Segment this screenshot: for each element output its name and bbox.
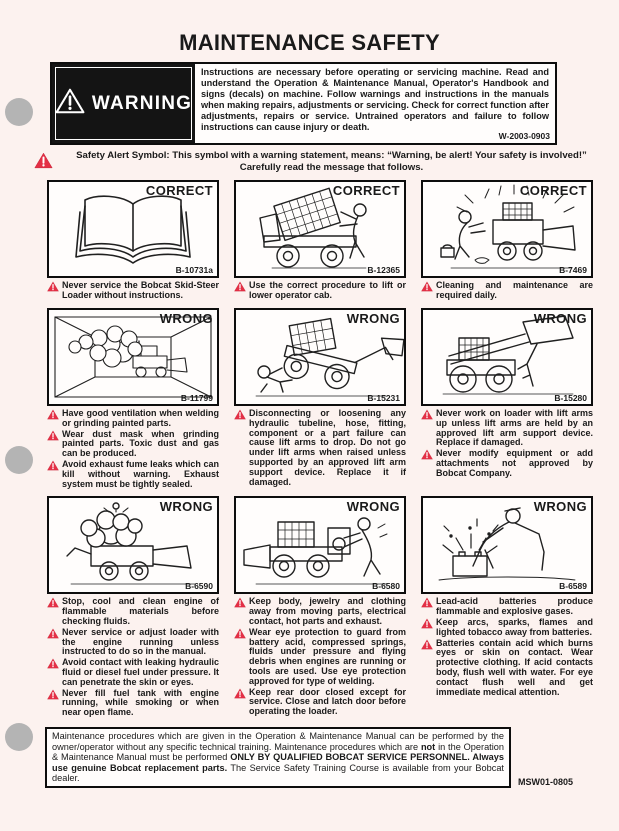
warning-bullet xyxy=(234,409,406,487)
safety-panel xyxy=(234,308,406,488)
warning-bullet-text: Wear eye protection to guard from battery acid, compressed springs, fluids under pressure and flying debris when engines are running or tools are used. Use eye protection approved for type of welding. xyxy=(249,626,406,686)
safety-alert-icon xyxy=(47,460,59,471)
binder-hole xyxy=(5,98,33,126)
illustration-box xyxy=(421,308,593,406)
warning-bullet-text: Never service the Bobcat Skid-Steer Loader without instructions. xyxy=(62,280,219,301)
footer-text: Maintenance procedures which are given in the Operation & Maintenance Manual can be performed by the owner/operator without any specific technical training. Maintenance procedures which are not in the Operation & Maintenance Manual must be performed ONLY BY QUALIFIED BOBCAT SERVICE PERSONNEL. Always use genuine Bobcat replacement parts. The Service Safety Training Course is available from your Bobcat dealer. xyxy=(52,730,505,784)
warning-bullet xyxy=(234,688,406,717)
warning-bullet xyxy=(47,409,219,429)
warning-bullet xyxy=(421,597,593,617)
safety-alert-icon xyxy=(421,618,433,629)
safety-alert-icon xyxy=(421,449,433,460)
bullet-list xyxy=(421,409,593,479)
safety-alert-icon xyxy=(234,409,246,420)
bullet-list xyxy=(234,409,406,487)
safety-panel xyxy=(234,496,406,718)
warning-bullet xyxy=(47,628,219,657)
footer xyxy=(45,727,619,788)
warning-bullet-text: Avoid exhaust fume leaks which can kill without warning. Exhaust system must be tightly sealed. xyxy=(62,459,219,489)
page-title: MAINTENANCE SAFETY xyxy=(179,30,440,55)
safety-alert-icon xyxy=(47,658,59,669)
warning-bullet-text: Cleaning and maintenance are required daily. xyxy=(436,280,593,301)
warning-text: Instructions are necessary before operating or servicing machine. Read and understand the Operation & Maintenance Manual, Operator's Handbook and signs (decals) on machine. Follow warnings and instructions in the manuals when making repairs, adjustments or servicing. Check for correct function after adjustments, repairs or service. Untrained operators and failure to follow instructions can cause injury or death. xyxy=(201,67,549,132)
warning-bullet-text: Never work on loader with lift arms up unless lift arms are held by an approved lift arm support device. Replace if damaged. xyxy=(436,408,593,448)
safety-alert-icon xyxy=(234,597,246,608)
footer-note xyxy=(45,727,511,788)
warning-bullet xyxy=(234,628,406,687)
bullet-list xyxy=(47,409,219,489)
illustration-box xyxy=(47,308,219,406)
bullet-list xyxy=(234,281,406,301)
safety-panel xyxy=(421,308,593,480)
warning-bullet xyxy=(234,597,406,626)
warning-header xyxy=(52,64,195,143)
safety-alert-icon xyxy=(47,628,59,639)
illustration-box xyxy=(234,180,406,278)
warning-bullet-text: Keep body, jewelry and clothing away from moving parts, electrical contact, hot parts and exhaust. xyxy=(249,596,406,626)
safety-alert-icon xyxy=(47,281,59,292)
figure-id: B-7469 xyxy=(559,265,587,276)
safety-alert-icon xyxy=(34,152,53,169)
warning-triangle-icon xyxy=(55,88,85,119)
warning-bullet-text: Stop, cool and clean engine of flammable materials before checking fluids. xyxy=(62,596,219,626)
safety-alert-icon xyxy=(47,430,59,441)
figure-id: B-12365 xyxy=(367,265,400,276)
warning-bullet-text: Avoid contact with leaking hydraulic fluid or diesel fuel under pressure. It can penetrate the skin or eyes. xyxy=(62,657,219,687)
warning-bullet-text: Wear dust mask when grinding painted parts. Toxic dust and gas can be produced. xyxy=(62,428,219,459)
warning-bullet-text: Have good ventilation when welding or grinding painted parts. xyxy=(62,408,219,428)
warning-bullet-text: Disconnecting or loosening any hydraulic tubeline, hose, fitting, component or a part failure can cause lift arms to drop. Do not go under lift arms when raised unless supported by an approved lift arm support device. Replace it if damaged. xyxy=(249,408,406,487)
warning-bullet-text: Never service or adjust loader with the engine running unless instructed to do so in the manual. xyxy=(62,626,219,657)
figure-id: B-11799 xyxy=(180,393,213,404)
safety-alert-icon xyxy=(421,639,433,650)
safety-alert-icon xyxy=(47,409,59,420)
status-label: WRONG xyxy=(533,311,587,327)
warning-bullet-text: Keep rear door closed except for service. Close and latch door before operating the loader. xyxy=(249,686,406,717)
illustration-box xyxy=(234,308,406,406)
figure-id: B-15231 xyxy=(367,393,400,404)
safety-alert-icon xyxy=(421,597,433,608)
panel-grid xyxy=(47,180,619,719)
warning-bullet xyxy=(47,689,219,718)
warning-bullet xyxy=(47,658,219,687)
warning-bullet-text: Never modify equipment or add attachments not approved by Bobcat Company. xyxy=(436,448,593,478)
safety-alert-icon xyxy=(47,689,59,700)
bullet-list xyxy=(47,597,219,718)
bullet-list xyxy=(234,597,406,717)
status-label: WRONG xyxy=(159,499,213,515)
warning-bullet xyxy=(421,449,593,478)
illustration-box xyxy=(47,496,219,594)
warning-bullet-text: Lead-acid batteries produce flammable and explosive gases. xyxy=(436,596,593,617)
status-label: WRONG xyxy=(533,499,587,515)
illustration-box xyxy=(421,180,593,278)
binder-hole xyxy=(5,723,33,751)
warning-bullet xyxy=(421,409,593,448)
safety-panel xyxy=(234,180,406,302)
status-label: CORRECT xyxy=(145,183,213,199)
warning-label: WARNING xyxy=(91,92,193,114)
safety-panel xyxy=(47,308,219,490)
bullet-list xyxy=(47,281,219,301)
warning-bullet xyxy=(421,639,593,698)
binder-hole xyxy=(5,446,33,474)
warning-bullet-text: Batteries contain acid which burns eyes or skin on contact. Wear protective clothing. If acid contacts body, flush well with water. For eye contact flush well and get immediate medical attention. xyxy=(436,637,593,697)
illustration-box xyxy=(421,496,593,594)
status-label: CORRECT xyxy=(332,183,400,199)
status-label: CORRECT xyxy=(519,183,587,199)
document-code: MSW01-0805 xyxy=(518,776,574,787)
warning-bullet xyxy=(47,281,219,301)
figure-id: B-15280 xyxy=(554,393,587,404)
safety-alert-icon xyxy=(234,688,246,699)
safety-panel xyxy=(421,496,593,698)
status-label: WRONG xyxy=(346,499,400,515)
warning-box xyxy=(50,62,557,145)
safety-alert-icon xyxy=(234,628,246,639)
warning-bullet-text: Use the correct procedure to lift or lower operator cab. xyxy=(249,280,406,301)
bullet-list xyxy=(421,281,593,301)
warning-bullet-text: Never fill fuel tank with engine running, while smoking or when near open flame. xyxy=(62,687,219,718)
warning-bullet-text: Keep arcs, sparks, flames and lighted tobacco away from batteries. xyxy=(436,617,593,637)
bullet-list xyxy=(421,597,593,697)
safety-panel xyxy=(421,180,593,302)
figure-id: B-10731a xyxy=(175,265,213,276)
safety-alert-icon xyxy=(234,281,246,292)
safety-alert-icon xyxy=(421,281,433,292)
status-label: WRONG xyxy=(346,311,400,327)
warning-bullet xyxy=(421,281,593,301)
figure-id: B-6580 xyxy=(372,581,400,592)
illustration-box xyxy=(234,496,406,594)
warning-bullet xyxy=(47,597,219,626)
figure-id: B-6589 xyxy=(559,581,587,592)
warning-body xyxy=(195,64,555,143)
safety-panel xyxy=(47,180,219,302)
figure-id: B-6590 xyxy=(185,581,213,592)
safety-alert-text: Safety Alert Symbol: This symbol with a warning statement, means: “Warning, be alert! Your safety is involved!” Carefully read the message that follows. xyxy=(76,150,587,173)
safety-alert-icon xyxy=(47,597,59,608)
warning-bullet xyxy=(234,281,406,301)
safety-panel xyxy=(47,496,219,719)
warning-bullet xyxy=(47,430,219,459)
warning-statement-code: W-2003-0903 xyxy=(498,131,550,142)
warning-bullet xyxy=(421,618,593,638)
status-label: WRONG xyxy=(159,311,213,327)
illustration-box xyxy=(47,180,219,278)
safety-alert-statement xyxy=(34,150,605,173)
warning-bullet xyxy=(47,460,219,489)
safety-alert-icon xyxy=(421,409,433,420)
